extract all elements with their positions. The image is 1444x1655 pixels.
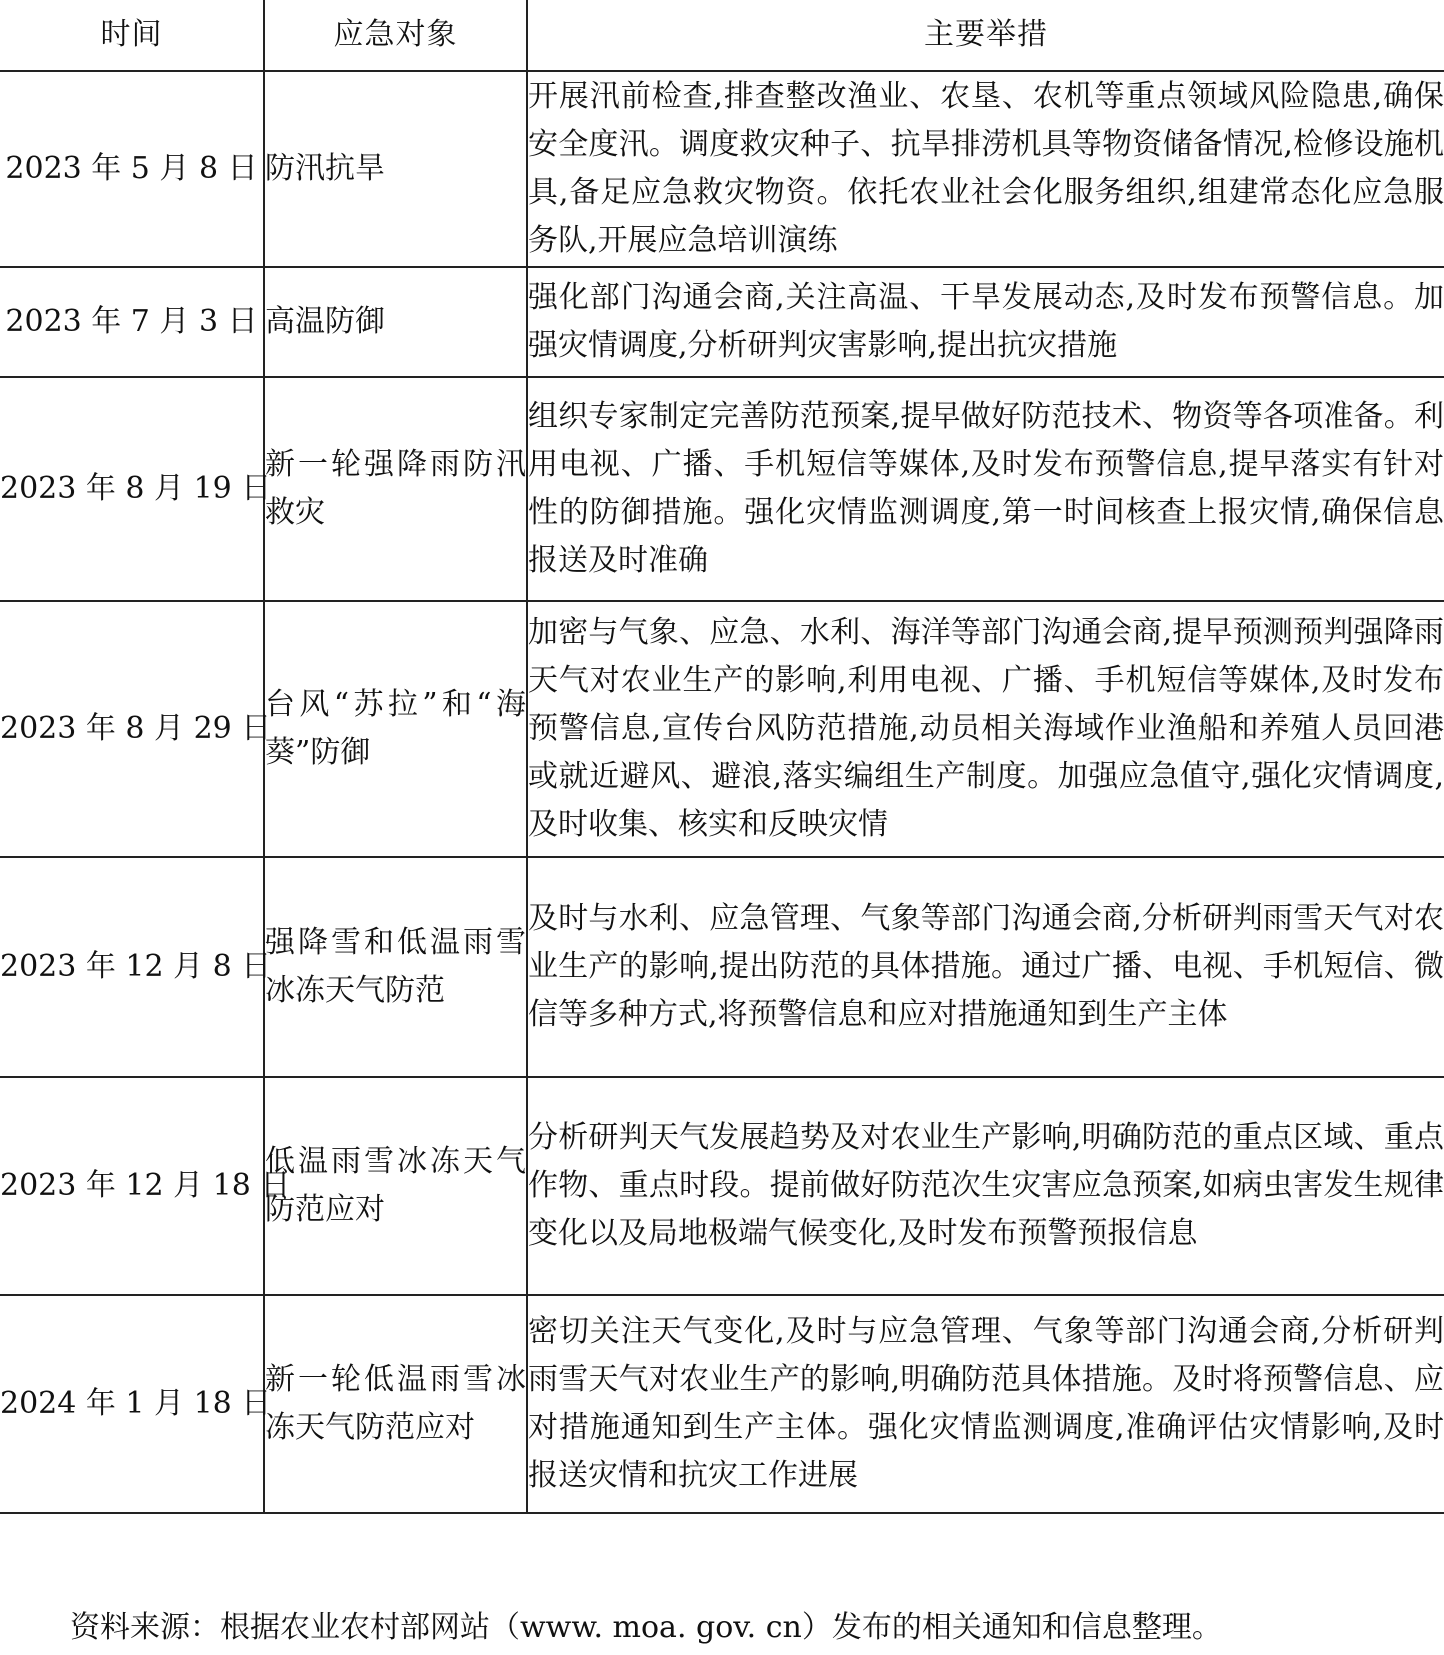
cell-actions: 及时与水利、应急管理、气象等部门沟通会商,分析研判雨雪天气对农业生产的影响,提出防范的具体措施。通过广播、电视、手机短信、微信等多种方式,将预警信息和应对措施通知到生产主体 [527, 857, 1444, 1077]
table-row [0, 601, 1444, 857]
table-header [0, 0, 1444, 71]
cell-actions: 加密与气象、应急、水利、海洋等部门沟通会商,提早预测预判强降雨天气对农业生产的影响,利用电视、广播、手机短信等媒体,及时发布预警信息,宣传台风防范措施,动员相关海域作业渔船和养殖人员回港或就近避风、避浪,落实编组生产制度。加强应急值守,强化灾情调度,及时收集、核实和反映灾情 [527, 601, 1444, 857]
header-date: 时间 [0, 0, 264, 71]
cell-target: 强降雪和低温雨雪冰冻天气防范 [264, 857, 527, 1077]
table-header-row [0, 0, 1444, 71]
cell-actions: 组织专家制定完善防范预案,提早做好防范技术、物资等各项准备。利用电视、广播、手机短信等媒体,及时发布预警信息,提早落实有针对性的防御措施。强化灾情监测调度,第一时间核查上报灾情,确保信息报送及时准确 [527, 377, 1444, 601]
table-row [0, 267, 1444, 377]
cell-target: 台风“苏拉”和“海葵”防御 [264, 601, 527, 857]
header-actions: 主要举措 [527, 0, 1444, 71]
cell-target: 新一轮强降雨防汛救灾 [264, 377, 527, 601]
table-row [0, 1295, 1444, 1513]
table-row [0, 377, 1444, 601]
cell-actions: 分析研判天气发展趋势及对农业生产影响,明确防范的重点区域、重点作物、重点时段。提前做好防范次生灾害应急预案,如病虫害发生规律变化以及局地极端气候变化,及时发布预警预报信息 [527, 1077, 1444, 1295]
cell-date: 2023 年 12 月 8 日 [0, 857, 264, 1077]
cell-target: 高温防御 [264, 267, 527, 377]
cell-date: 2024 年 1 月 18 日 [0, 1295, 264, 1513]
table-body [0, 71, 1444, 1513]
source-note: 资料来源：根据农业农村部网站（www. moa. gov. cn）发布的相关通知和信息整理。 [70, 1610, 1222, 1645]
cell-target: 防汛抗旱 [264, 71, 527, 267]
cell-actions: 开展汛前检查,排查整改渔业、农垦、农机等重点领域风险隐患,确保安全度汛。调度救灾种子、抗旱排涝机具等物资储备情况,检修设施机具,备足应急救灾物资。依托农业社会化服务组织,组建常态化应急服务队,开展应急培训演练 [527, 71, 1444, 267]
cell-target: 新一轮低温雨雪冰冻天气防范应对 [264, 1295, 527, 1513]
cell-actions: 强化部门沟通会商,关注高温、干旱发展动态,及时发布预警信息。加强灾情调度,分析研判灾害影响,提出抗灾措施 [527, 267, 1444, 377]
header-target: 应急对象 [264, 0, 527, 71]
table-row [0, 71, 1444, 267]
cell-date: 2023 年 7 月 3 日 [0, 267, 264, 377]
table-row [0, 857, 1444, 1077]
cell-target: 低温雨雪冰冻天气防范应对 [264, 1077, 527, 1295]
cell-date: 2023 年 8 月 19 日 [0, 377, 264, 601]
table-row [0, 1077, 1444, 1295]
cell-date: 2023 年 12 月 18 日 [0, 1077, 264, 1295]
cell-date: 2023 年 5 月 8 日 [0, 71, 264, 267]
cell-date: 2023 年 8 月 29 日 [0, 601, 264, 857]
cell-actions: 密切关注天气变化,及时与应急管理、气象等部门沟通会商,分析研判雨雪天气对农业生产的影响,明确防范具体措施。及时将预警信息、应对措施通知到生产主体。强化灾情监测调度,准确评估灾情影响,及时报送灾情和抗灾工作进展 [527, 1295, 1444, 1513]
